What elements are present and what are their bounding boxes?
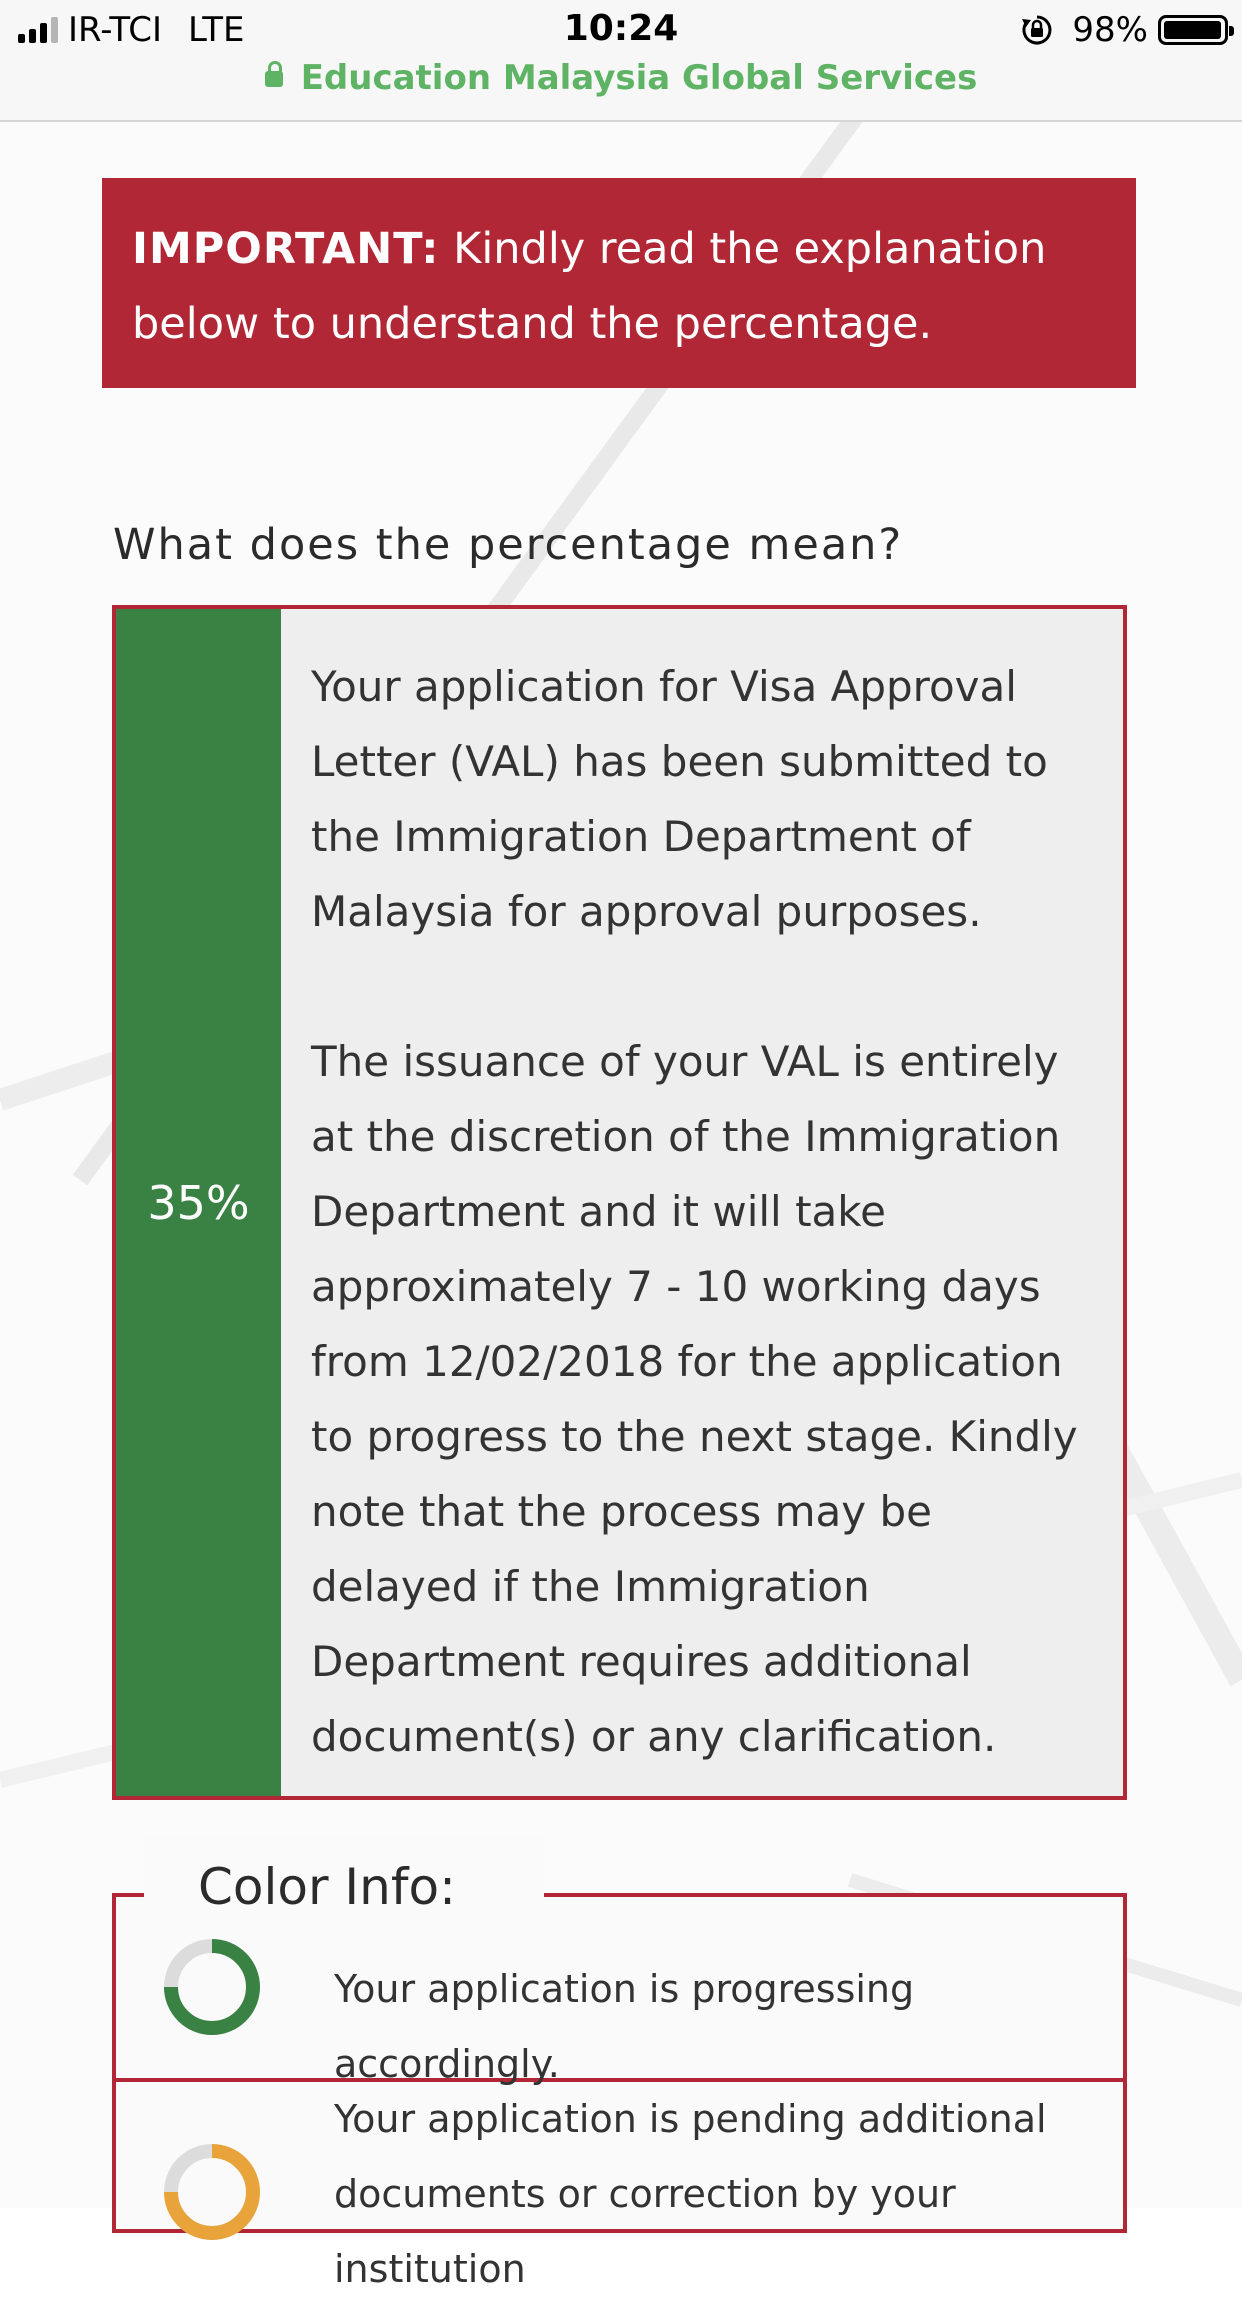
color-info-row (116, 2082, 1123, 2291)
padlock-icon (265, 71, 283, 87)
progress-percent: 35% (147, 1175, 250, 1230)
color-info-text: Your application is pending additional documents or correction by your institution (334, 2097, 1047, 2291)
battery-percent: 98% (1072, 10, 1148, 50)
battery-icon (1158, 15, 1228, 45)
progress-percent-badge (116, 609, 281, 1796)
color-info-row (116, 1897, 1123, 2086)
explanation-paragraph: Your application for Visa Approval Letter (VAL) has been submitted to the Immigration Department of Malaysia for approval purposes. (311, 662, 1048, 936)
site-name: Education Malaysia Global Services (300, 58, 978, 98)
explanation-paragraph: The issuance of your VAL is entirely at the discretion of the Immigration Department and it will take approximately 7 - 10 working days from 12/02/2018 for the application to progress to the next stage. Kindly note that the process may be delayed if the Immigration Department requires additional document(s) or any clarification. (311, 1037, 1078, 1761)
explanation-text (281, 609, 1123, 1796)
important-banner (102, 178, 1136, 388)
important-text: Kindly read the explanation below to understand the percentage. (132, 224, 1047, 349)
percentage-heading: What does the percentage mean? (113, 520, 904, 570)
percentage-explanation-box (112, 605, 1127, 1800)
color-info-title: Color Info: (144, 1837, 544, 1937)
network-type: LTE (187, 10, 245, 50)
color-info-text: Your application is progressing accordingly. (334, 1967, 915, 2086)
green-ring-icon (162, 1937, 262, 2037)
status-right (1020, 10, 1228, 50)
clock: 10:24 (563, 8, 679, 49)
color-info-box (112, 1858, 1127, 2291)
orange-ring-icon (162, 2142, 262, 2242)
url-bar[interactable] (0, 58, 1242, 98)
important-label: IMPORTANT: (132, 224, 440, 274)
battery-fill (1164, 21, 1221, 39)
status-bar (0, 0, 1242, 122)
orientation-lock-icon (1020, 13, 1054, 47)
carrier-name: IR-TCI (68, 10, 162, 50)
